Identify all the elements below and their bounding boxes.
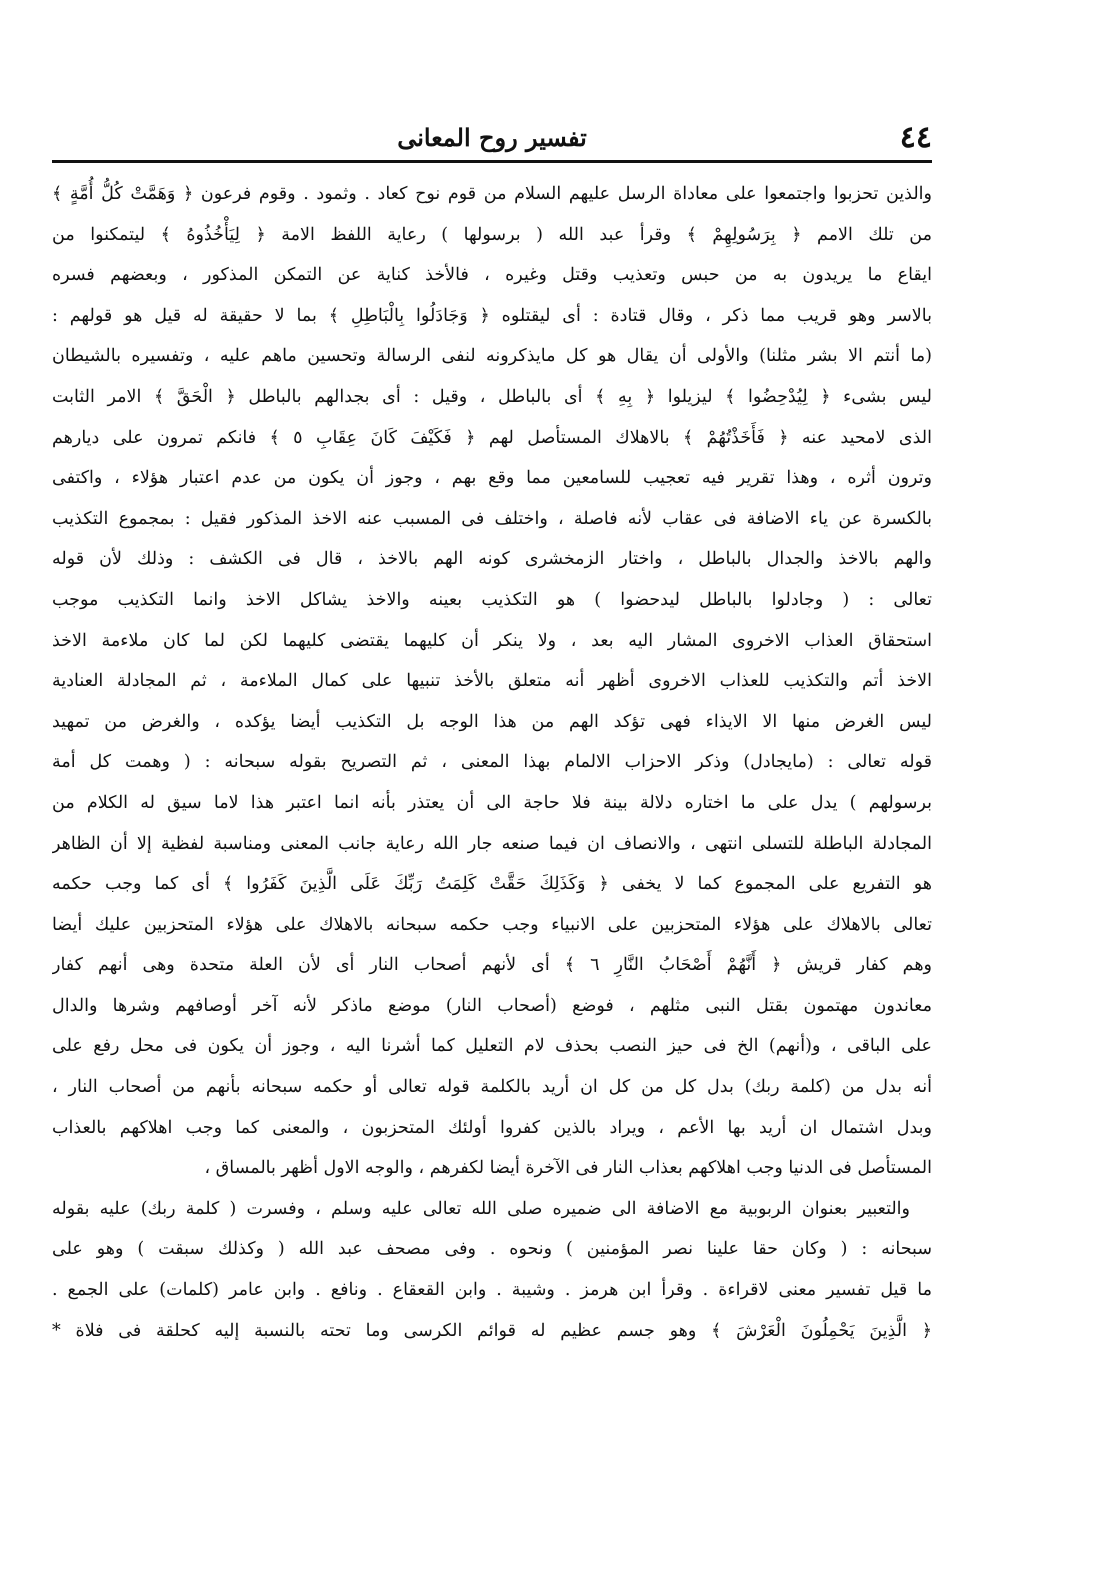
text-line: الذى لامحيد عنه ﴿ فَأَخَذْتُهُمْ ﴾ بالاهلاك المستأصل لهم ﴿ فَكَيْفَ كَانَ عِقَابِ ٥ ﴾ فانكم تمرون على ديارهم: [52, 427, 932, 448]
page-header: [52, 118, 932, 164]
text-line: بالكسرة عن ياء الاضافة فى عقاب لأنه فاصلة ، واختلف فى المسبب عنه الاخذ المذكور فقيل : بمجموع التكذيب: [52, 508, 932, 529]
text-line: وبدل اشتمال ان أريد بها الأعم ، ويراد بالذين كفروا أولئك المتحزبون ، والمعنى كما وجب اهلاكهم بالعذاب: [52, 1117, 932, 1138]
text-line: قوله تعالى : (مايجادل) وذكر الاحزاب الالمام بهذا المعنى ، ثم التصريح بقوله سبحانه : ( وهمت كل أمة: [52, 752, 932, 773]
text-line: الاخذ أتم والتكذيب للعذاب الاخروى أظهر أنه متعلق بالأخذ تنبيها على كمال الملاءمة ، ثم المجادلة العنادية: [52, 671, 932, 692]
text-line: تعالى : ( وجادلوا بالباطل ليدحضوا ) هو التكذيب بعينه والاخذ يشاكل الاخذ وانما التكذيب موجب: [52, 589, 932, 610]
text-line: هو التفريع على المجموع كما لا يخفى ﴿ وَكَذَلِكَ حَقَّتْ كَلِمَتُ رَبِّكَ عَلَى الَّذِينَ كَفَرُوا ﴾ أى كما وجب حكمه: [52, 874, 932, 895]
text-line: وترون أثره ، وهذا تقرير فيه تعجيب للسامعين مما وقع بهم ، وجوز أن يكون من عدم اعتبار هؤلاء ، واكتفى: [52, 468, 932, 489]
commentary-text: [52, 174, 932, 1474]
text-line: ليس بشىء ﴿ لِيُدْحِضُوا ﴾ ليزيلوا ﴿ بِهِ ﴾ أى بالباطل ، وقيل : أى بجدالهم بالباطل ﴿ الْحَقَّ ﴾ الامر الثابت: [52, 386, 932, 407]
text-line: المستأصل فى الدنيا وجب اهلاكهم بعذاب النار فى الآخرة أيضا لكفرهم ، والوجه الاول أظهر بالمساق ،: [204, 1158, 932, 1179]
text-line: والتعبير بعنوان الربوبية مع الاضافة الى ضميره صلى الله تعالى عليه وسلم ، وفسرت ( كلمة ربك) عليه بقوله: [52, 1198, 910, 1219]
text-line: أنه بدل من (كلمة ربك) بدل كل من كل ان أريد بالكلمة قوله تعالى أو حكمه سبحانه بأنهم من أصحاب النار ،: [52, 1077, 932, 1098]
text-line: ﴿ الَّذِينَ يَحْمِلُونَ الْعَرْشَ ﴾ وهو جسم عظيم له قوائم الكرسى وما تحته بالنسبة إليه كحلقة فى فلاة *: [52, 1320, 932, 1341]
text-line: والذين تحزبوا واجتمعوا على معاداة الرسل عليهم السلام من قوم نوح كعاد . وثمود . وقوم فرعون ﴿ وَهَمَّتْ كُلُّ أُمَّةٍ ﴾: [52, 184, 932, 204]
running-title: تفسير روح المعانى: [397, 123, 587, 152]
text-line: من تلك الامم ﴿ بِرَسُولِهِمْ ﴾ وقرأ عبد الله ( برسولها ) رعاية اللفظ الامة ﴿ لِيَأْخُذُوهُ ﴾ ليتمكنوا من: [52, 224, 932, 245]
text-line: ما قيل تفسير معنى لاقراءة . وقرأ ابن هرمز . وشيبة . وابن القعقاع . ونافع . وابن عامر (كلمات) على الجمع .: [52, 1280, 932, 1301]
text-line: استحقاق العذاب الاخروى المشار اليه بعد ، ولا ينكر أن كليهما يقتضى كليهما لكن لما كان ملاءمة الاخذ: [52, 630, 932, 651]
text-line: (ما أنتم الا بشر مثلنا) والأولى أن يقال هو كل مايذكرونه لنفى الرسالة وتحسين ماهم عليه ، وتفسيره بالشيطان: [52, 346, 932, 367]
text-line: بالاسر وهو قريب مما ذكر ، وقال قتادة : أى ليقتلوه ﴿ وَجَادَلُوا بِالْبَاطِلِ ﴾ بما لا حقيقة له قيل هو قولهم :: [52, 305, 932, 326]
text-line: معاندون مهتمون بقتل النبى مثلهم ، فوضع (أصحاب النار) موضع ماذكر لأنه آخر أوصافهم وشرها والدال: [52, 995, 932, 1016]
text-line: برسولهم ) يدل على ما اختاره دلالة بينة فلا حاجة الى أن يعتذر بأنه انما اعتبر هذا لاما سيق له الكلام من: [52, 792, 932, 813]
page-number: ٤٤: [899, 120, 932, 155]
header-rule: [52, 160, 932, 163]
text-line: المجادلة الباطلة للتسلى انتهى ، والانصاف ان فيما صنعه جار الله رعاية جانب المعنى ومناسبة لفظية إلا أن الظاهر: [52, 833, 932, 854]
text-line: تعالى بالاهلاك على هؤلاء المتحزبين على الانبياء وجب حكمه سبحانه بالاهلاك على هؤلاء المتحزبين عليك أيضا: [52, 914, 932, 935]
text-line: ليس الغرض منها الا الايذاء فهى تؤكد الهم من هذا الوجه بل التكذيب أيضا يؤكده ، والغرض من تمهيد: [52, 711, 932, 732]
text-line: ايقاع ما يريدون به من حبس وتعذيب وقتل وغيره ، فالأخذ كناية عن التمكن المذكور ، وبعضهم فسره: [52, 265, 932, 286]
text-line: على الباقى ، و(أنهم) الخ فى حيز النصب بحذف لام التعليل كما أشرنا اليه ، وجوز أن يكون فى محل رفع على: [52, 1036, 932, 1057]
text-line: والهم بالاخذ والجدال بالباطل ، واختار الزمخشرى كونه الهم بالاخذ ، قال فى الكشف : وذلك لأن قوله: [52, 549, 932, 570]
text-line: سبحانه : ( وكان حقا علينا نصر المؤمنين ) ونحوه . وفى مصحف عبد الله ( وكذلك سبقت ) وهو على: [52, 1239, 932, 1260]
text-line: وهم كفار قريش ﴿ أَنَّهُمْ أَصْحَابُ النَّارِ ٦ ﴾ أى لأنهم أصحاب النار أى لأن العلة متحدة وهى أنهم كفار: [52, 955, 932, 976]
